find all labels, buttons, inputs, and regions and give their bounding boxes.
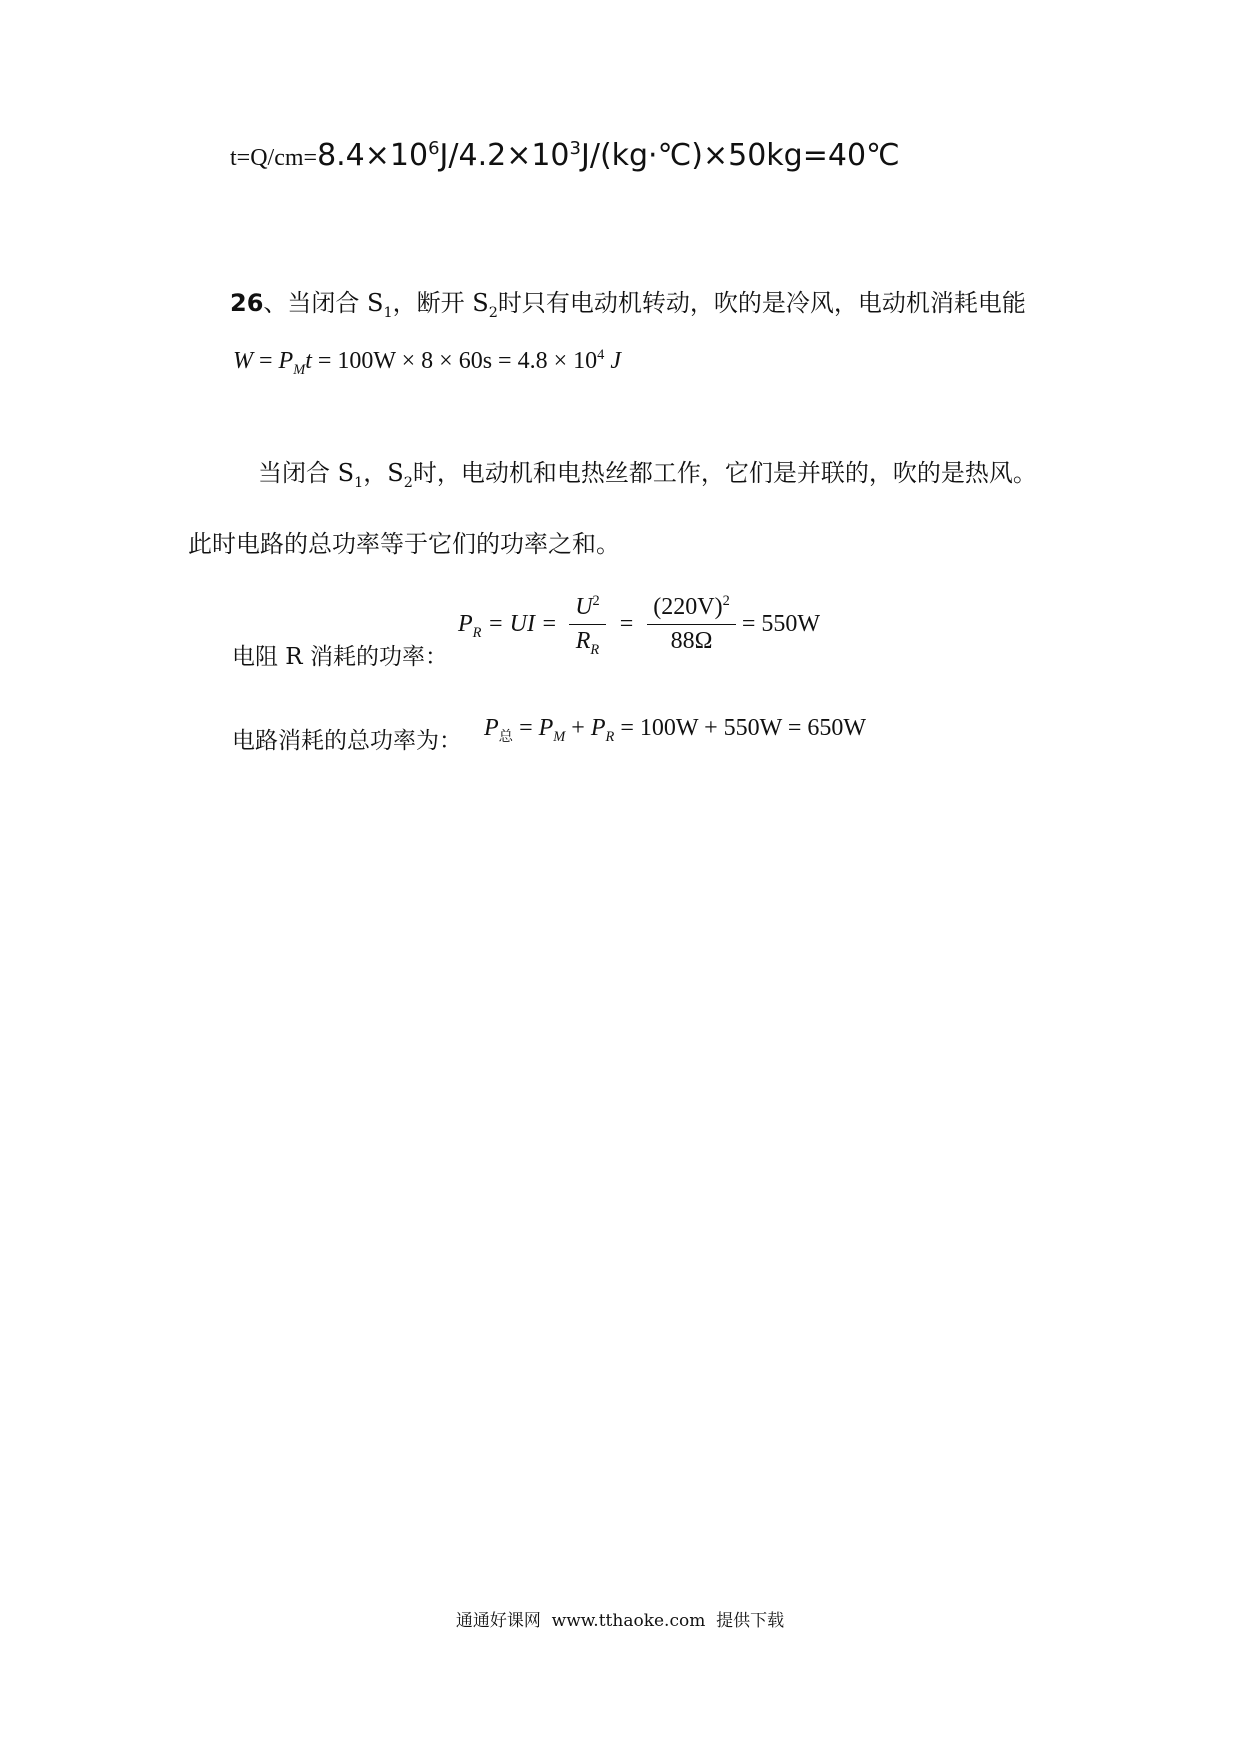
operator: +: [565, 715, 591, 741]
text-segment: ，断开 S: [392, 289, 489, 317]
equation-energy: [233, 347, 621, 378]
subscript: 总: [498, 728, 514, 745]
symbol-p: P: [458, 611, 473, 637]
equation-lhs: t=Q/cm=: [230, 145, 318, 171]
footer: 通通好课网 www.tthaoke.com 提供下载: [455, 1611, 785, 1631]
denominator: R: [575, 628, 591, 654]
subscript: R: [605, 728, 615, 745]
label-resistor-power: 电阻 R 消耗的功率：: [232, 644, 448, 670]
exponent: 2: [592, 593, 600, 609]
question-26-paragraph: [230, 283, 1026, 321]
symbol-p: P: [538, 715, 554, 741]
subscript: 1: [383, 304, 393, 321]
fraction-voltage-over-ohm: [647, 594, 736, 655]
equation-rest: = 100W + 550W = 650W: [614, 715, 867, 741]
subscript: 1: [354, 474, 364, 491]
equation-total-power: [484, 715, 867, 745]
text-segment: ，S: [363, 459, 404, 487]
text-segment: 时只有电动机转动，吹的是冷风，电动机消耗电能: [497, 289, 1026, 317]
paragraph-hot-wind: [258, 453, 1037, 491]
operator-ui: = UI =: [481, 611, 564, 637]
equation-part-a: 8.4×10: [317, 138, 429, 173]
question-number: 26: [230, 289, 264, 317]
exponent: 2: [722, 593, 730, 609]
equation-part-c: J/(kg·℃)×50kg=40℃: [580, 138, 900, 173]
exponent-a: 6: [428, 138, 440, 159]
text-segment: 、当闭合 S: [263, 289, 384, 317]
symbol-p: P: [590, 715, 606, 741]
paragraph-total-power: 此时电路的总功率等于它们的功率之和。: [188, 530, 620, 558]
text-segment: 时，电动机和电热丝都工作，它们是并联的，吹的是热风。: [412, 459, 1037, 487]
equation-resistor-power: $P_R$ = UI = $\frac{U^2}{R_R}$ = $\frac{(220V)^2}{88\Omega}$ = 550W: [458, 593, 820, 658]
denominator: 88Ω: [670, 628, 713, 654]
fraction-u-over-r: [569, 593, 606, 658]
equation-part-b: J/4.2×10: [439, 138, 570, 173]
equation-result: = 550W: [741, 611, 820, 637]
operator: =: [253, 348, 279, 374]
symbol-p: P: [484, 715, 499, 741]
numerator: U: [575, 594, 593, 620]
subscript: M: [293, 361, 306, 378]
exponent-b: 3: [569, 138, 581, 159]
symbol-t: t: [305, 348, 312, 374]
label-total-power: 电路消耗的总功率为：: [232, 728, 462, 754]
subscript: R: [472, 624, 482, 641]
equation-rest: = 100W × 8 × 60s = 4.8 × 10: [311, 348, 598, 374]
operator: =: [513, 715, 539, 741]
subscript: 2: [488, 304, 498, 321]
unit: J: [604, 348, 621, 374]
subscript: 2: [403, 474, 413, 491]
symbol-p: P: [278, 348, 294, 374]
symbol-w: W: [233, 348, 253, 374]
numerator: (220V): [653, 594, 723, 620]
subscript: R: [590, 641, 600, 658]
subscript: M: [553, 728, 566, 745]
equation-temperature: [230, 138, 900, 173]
text-segment: 当闭合 S: [258, 459, 355, 487]
exponent: 4: [597, 347, 605, 363]
